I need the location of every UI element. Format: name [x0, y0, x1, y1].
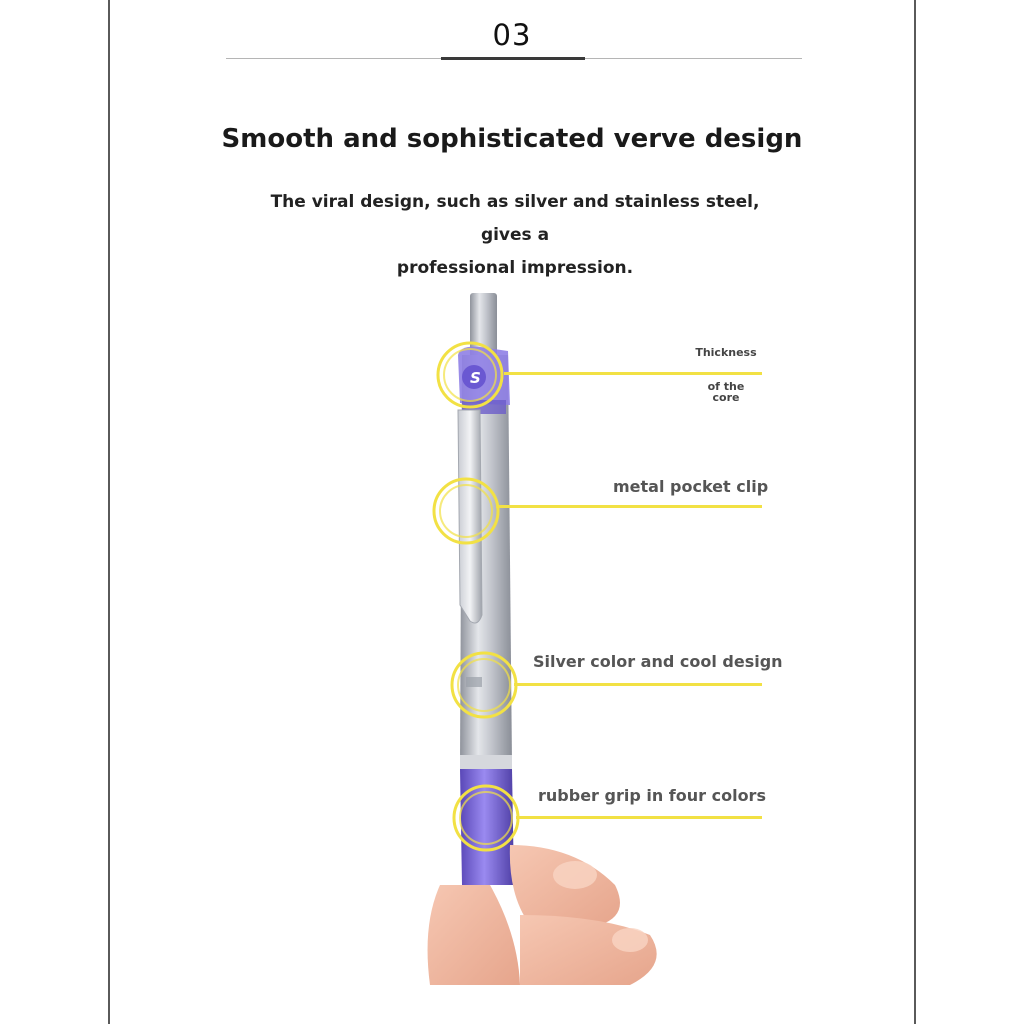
subhead-line-1: The viral design, such as silver and stainless steel, gives a	[270, 192, 760, 245]
thumb	[428, 885, 520, 985]
section-divider-accent	[441, 57, 585, 60]
core-label-line-1: Thickness	[695, 346, 757, 359]
grip-callout-label: rubber grip in four colors	[538, 786, 766, 805]
page-headline: Smooth and sophisticated verve design	[221, 124, 803, 154]
color-callout-line	[514, 683, 762, 686]
core-callout-label	[690, 347, 762, 358]
clip-callout-line	[496, 505, 762, 508]
color-callout-label: Silver color and cool design	[533, 652, 783, 671]
page-subheadline	[250, 186, 780, 285]
barrel-band	[460, 755, 512, 769]
clip-callout-label: metal pocket clip	[613, 477, 769, 496]
section-number: 03	[492, 18, 532, 52]
core-label-line-3: core	[712, 391, 740, 404]
grip-callout-line	[516, 816, 762, 819]
core-label-line-2: of the	[707, 380, 745, 393]
subhead-line-2: professional impression.	[396, 258, 634, 278]
core-callout-sublabel	[695, 381, 757, 403]
clip-logo-letter: S	[470, 369, 481, 387]
barrel-print-mark	[466, 677, 482, 687]
core-callout-line	[504, 372, 762, 375]
pen-pocket-clip	[458, 410, 482, 623]
